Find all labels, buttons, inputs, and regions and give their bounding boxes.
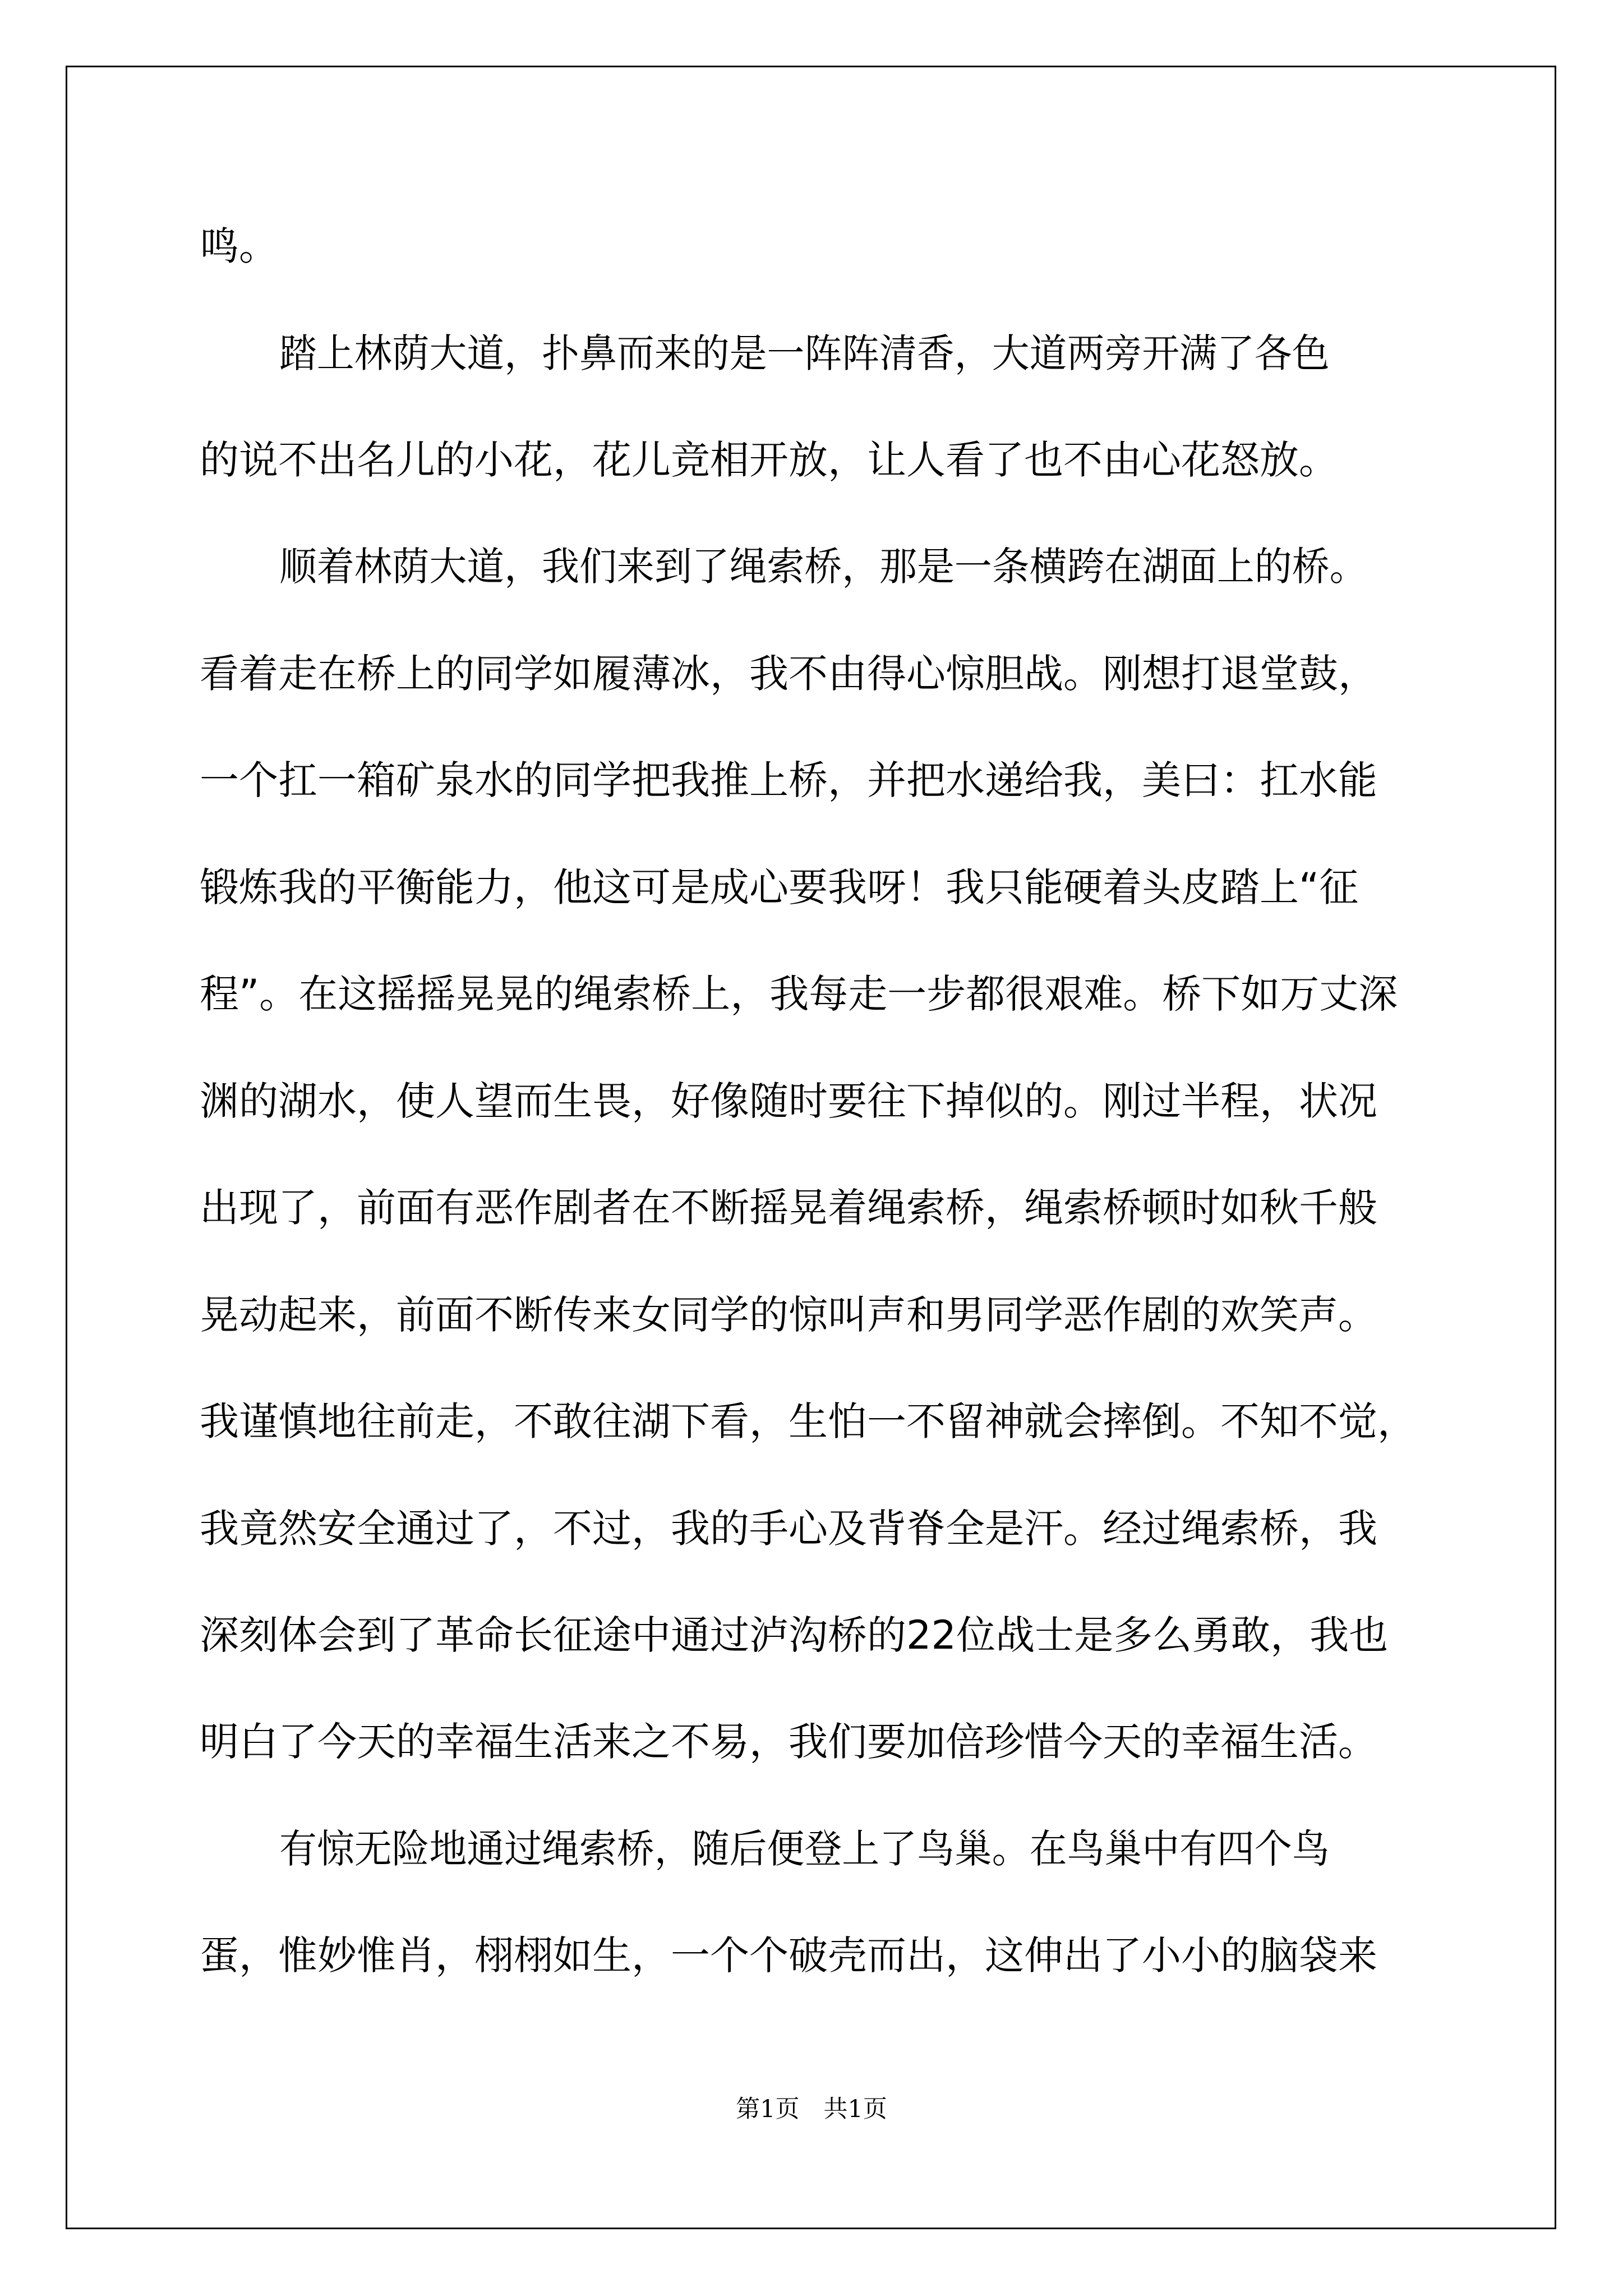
text-line: 出现了，前面有恶作剧者在不断摇晃着绳索桥，绳索桥顿时如秋千般 xyxy=(200,1185,1377,1231)
text-line: 看着走在桥上的同学如履薄冰，我不由得心惊胆战。刚想打退堂鼓， xyxy=(200,651,1377,697)
text-line: 渊的湖水，使人望而生畏，好像随时要往下掉似的。刚过半程，状况 xyxy=(200,1078,1377,1124)
text-line: 蛋，惟妙惟肖，栩栩如生，一个个破壳而出，这伸出了小小的脑袋来 xyxy=(200,1932,1377,1978)
text-line: 有惊无险地通过绳索桥，随后便登上了鸟巢。在鸟巢中有四个鸟 xyxy=(279,1826,1330,1872)
text-line: 的说不出名儿的小花，花儿竞相开放，让人看了也不由心花怒放。 xyxy=(200,437,1338,483)
text-line: 一个扛一箱矿泉水的同学把我推上桥，并把水递给我，美曰：扛水能 xyxy=(200,757,1377,803)
text-line: 深刻体会到了革命长征途中通过泸沟桥的22位战士是多么勇敢，我也 xyxy=(200,1612,1389,1658)
text-line: 我竟然安全通过了，不过，我的手心及背脊全是汗。经过绳索桥，我 xyxy=(200,1506,1377,1552)
page-footer: 第1页 共1页 xyxy=(736,2095,887,2123)
text-line: 踏上林荫大道，扑鼻而来的是一阵阵清香，大道两旁开满了各色 xyxy=(279,330,1330,376)
text-line: 晃动起来，前面不断传来女同学的惊叫声和男同学恶作剧的欢笑声。 xyxy=(200,1292,1377,1338)
text-line: 我谨慎地往前走，不敢往湖下看，生怕一不留神就会摔倒。不知不觉， xyxy=(200,1398,1417,1444)
text-line: 顺着林荫大道，我们来到了绳索桥，那是一条横跨在湖面上的桥。 xyxy=(279,544,1367,590)
text-line: 鸣。 xyxy=(200,223,278,269)
text-line: 程”。在这摇摇晃晃的绳索桥上，我每走一步都很艰难。桥下如万丈深 xyxy=(200,971,1398,1017)
text-line: 明白了今天的幸福生活来之不易，我们要加倍珍惜今天的幸福生活。 xyxy=(200,1719,1377,1765)
text-line: 锻炼我的平衡能力，他这可是成心要我呀！我只能硬着头皮踏上“征 xyxy=(200,864,1359,910)
